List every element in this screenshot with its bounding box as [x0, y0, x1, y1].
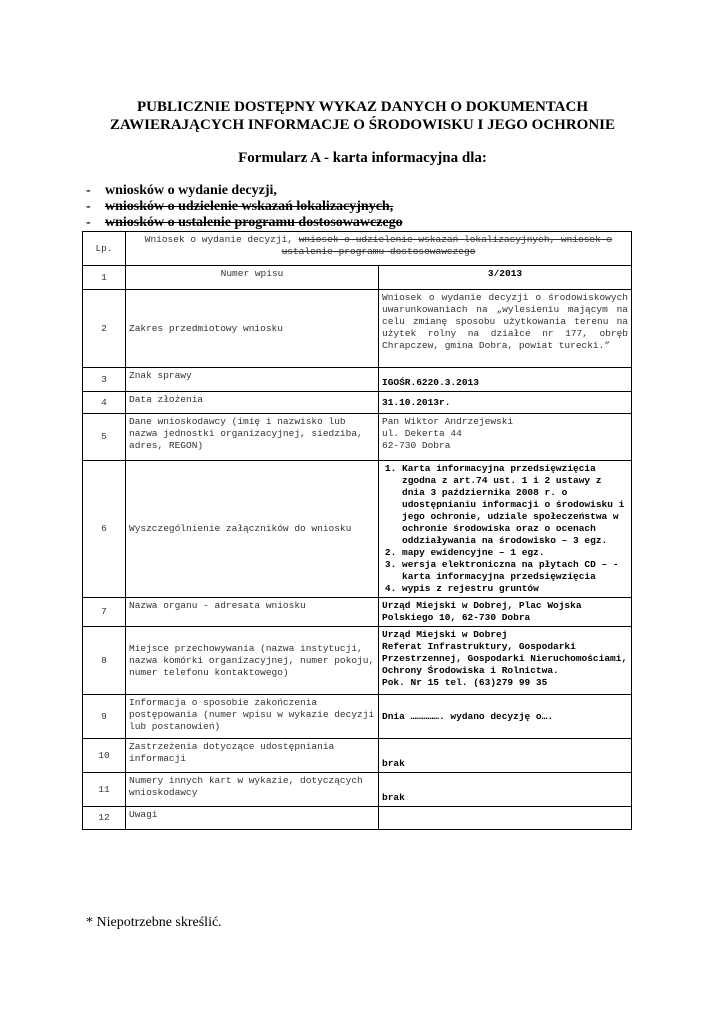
- row-value: [379, 461, 632, 598]
- row-label: Miejsce przechowywania (nazwa instytucji, nazwa komórki organizacyjnej, numer pokoju, numer telefonu kontaktowego): [126, 627, 379, 695]
- document-title-line-2: ZAWIERAJĄCYCH INFORMACJE O ŚRODOWISKU I JEGO OCHRONIE: [109, 117, 616, 133]
- information-card-table: [82, 231, 632, 830]
- row-number: 12: [83, 807, 126, 830]
- table-row: [83, 368, 632, 392]
- table-row: [83, 290, 632, 368]
- applicant-street: ul. Dekerta 44: [382, 428, 462, 439]
- table-row: [83, 266, 632, 290]
- row-value: Dnia ……………. wydano decyzję o….: [379, 695, 632, 739]
- attachment-item: 1. Karta informacyjna przedsięwzięcia zgodna z art.74 ust. 1 i 2 ustawy z dnia 3 października 2008 r. o udostępnianiu informacji o środowisku i jego ochronie, udziale społeczeństwa w ochronie środowiska oraz o ocenach oddziaływania na środowisko – 3 egz.: [402, 463, 628, 547]
- row-label: Dane wnioskodawcy (imię i nazwisko lub nazwa jednostki organizacyjnej, siedziba, adres, REGON): [126, 414, 379, 461]
- bullet-text: wniosków o ustalenie programu dostosowawczego: [105, 215, 403, 230]
- row-label: Data złożenia: [126, 392, 379, 414]
- bullet-dash: -: [86, 199, 91, 214]
- row-number: 11: [83, 773, 126, 807]
- row-value: Urząd Miejski w Dobrej, Plac Wojska Polskiego 10, 62-730 Dobra: [379, 598, 632, 627]
- row-label: Zastrzeżenia dotyczące udostępniania informacji: [126, 739, 379, 773]
- table-row: [83, 392, 632, 414]
- attachments-list: [382, 463, 628, 595]
- row-number: 1: [83, 266, 126, 290]
- row-label: Znak sprawy: [126, 368, 379, 392]
- bullet-dash: -: [86, 215, 91, 230]
- row-number: 6: [83, 461, 126, 598]
- row-value: Wniosek o wydanie decyzji o środowiskowych uwarunkowaniach na „wylesieniu mającym na celu zmianę sposobu użytkowania terenu na użytek rolny na działce nr 177, obręb Chrapczew, gmina Dobra, powiat turecki.”: [379, 290, 632, 368]
- table-row: [83, 773, 632, 807]
- row-number: 10: [83, 739, 126, 773]
- bullet-dash: -: [86, 183, 91, 198]
- application-type-active: Wniosek o wydanie decyzji,: [144, 234, 299, 245]
- row-value: 3/2013: [379, 266, 632, 290]
- table-row: [83, 414, 632, 461]
- row-value: [379, 627, 632, 695]
- row-number: 3: [83, 368, 126, 392]
- table-header-row: [83, 232, 632, 266]
- row-value: [379, 414, 632, 461]
- document-title-line-1: PUBLICZNIE DOSTĘPNY WYKAZ DANYCH O DOKUMENTACH: [136, 99, 588, 115]
- row-label: Informacja o sposobie zakończenia postępowania (numer wpisu w wykazie decyzji lub postanowień): [126, 695, 379, 739]
- row-value: [379, 807, 632, 830]
- application-type-struck: wniosek o udzielenie wskazań lokalizacyjnych, wniosek o ustalenie programu dostosowawczego: [281, 234, 613, 257]
- row-label: Uwagi: [126, 807, 379, 830]
- attachment-item: 3. wersja elektroniczna na płytach CD – -karta informacyjna przedsięwzięcia: [402, 559, 628, 583]
- row-label: Numer wpisu: [126, 266, 379, 290]
- bullet-item-struck: [86, 215, 403, 231]
- row-number: 5: [83, 414, 126, 461]
- row-number: 2: [83, 290, 126, 368]
- bullet-text: wniosków o wydanie decyzji,: [105, 183, 277, 198]
- row-label: Numery innych kart w wykazie, dotyczących wnioskodawcy: [126, 773, 379, 807]
- table-row: [83, 461, 632, 598]
- row-value: IGOŚR.6220.3.2013: [379, 368, 632, 392]
- row-value: brak: [379, 739, 632, 773]
- storage-department: Referat Infrastruktury, Gospodarki Przestrzennej, Gospodarki Nieruchomościami, Ochrony Środowiska i Rolnictwa.: [382, 641, 628, 676]
- form-subtitle: Formularz A - karta informacyjna dla:: [238, 150, 487, 166]
- row-number: 4: [83, 392, 126, 414]
- table-row: [83, 627, 632, 695]
- application-type-header: [126, 232, 632, 266]
- footnote: * Niepotrzebne skreślić.: [86, 915, 222, 930]
- row-label: Wyszczególnienie załączników do wniosku: [126, 461, 379, 598]
- applicant-city: 62-730 Dobra: [382, 440, 451, 451]
- table-row: [83, 739, 632, 773]
- row-label: Zakres przedmiotowy wniosku: [126, 290, 379, 368]
- row-number: 9: [83, 695, 126, 739]
- storage-office: Urząd Miejski w Dobrej: [382, 629, 508, 640]
- table-row: [83, 807, 632, 830]
- bullet-text: wniosków o udzielenie wskazań lokalizacyjnych,: [105, 199, 394, 214]
- row-value: 31.10.2013r.: [379, 392, 632, 414]
- bullet-item: [86, 183, 277, 199]
- row-number: 7: [83, 598, 126, 627]
- row-number: 8: [83, 627, 126, 695]
- row-value: brak: [379, 773, 632, 807]
- attachment-item: 2. mapy ewidencyjne – 1 egz.: [402, 547, 628, 559]
- bullet-item-struck: [86, 199, 393, 215]
- attachment-item: 4. wypis z rejestru gruntów: [402, 583, 628, 595]
- lp-header: Lp.: [83, 232, 126, 266]
- table-row: [83, 598, 632, 627]
- row-label: Nazwa organu - adresata wniosku: [126, 598, 379, 627]
- table-row: [83, 695, 632, 739]
- applicant-name: Pan Wiktor Andrzejewski: [382, 416, 514, 427]
- storage-room-phone: Pok. Nr 15 tel. (63)279 99 35: [382, 677, 548, 688]
